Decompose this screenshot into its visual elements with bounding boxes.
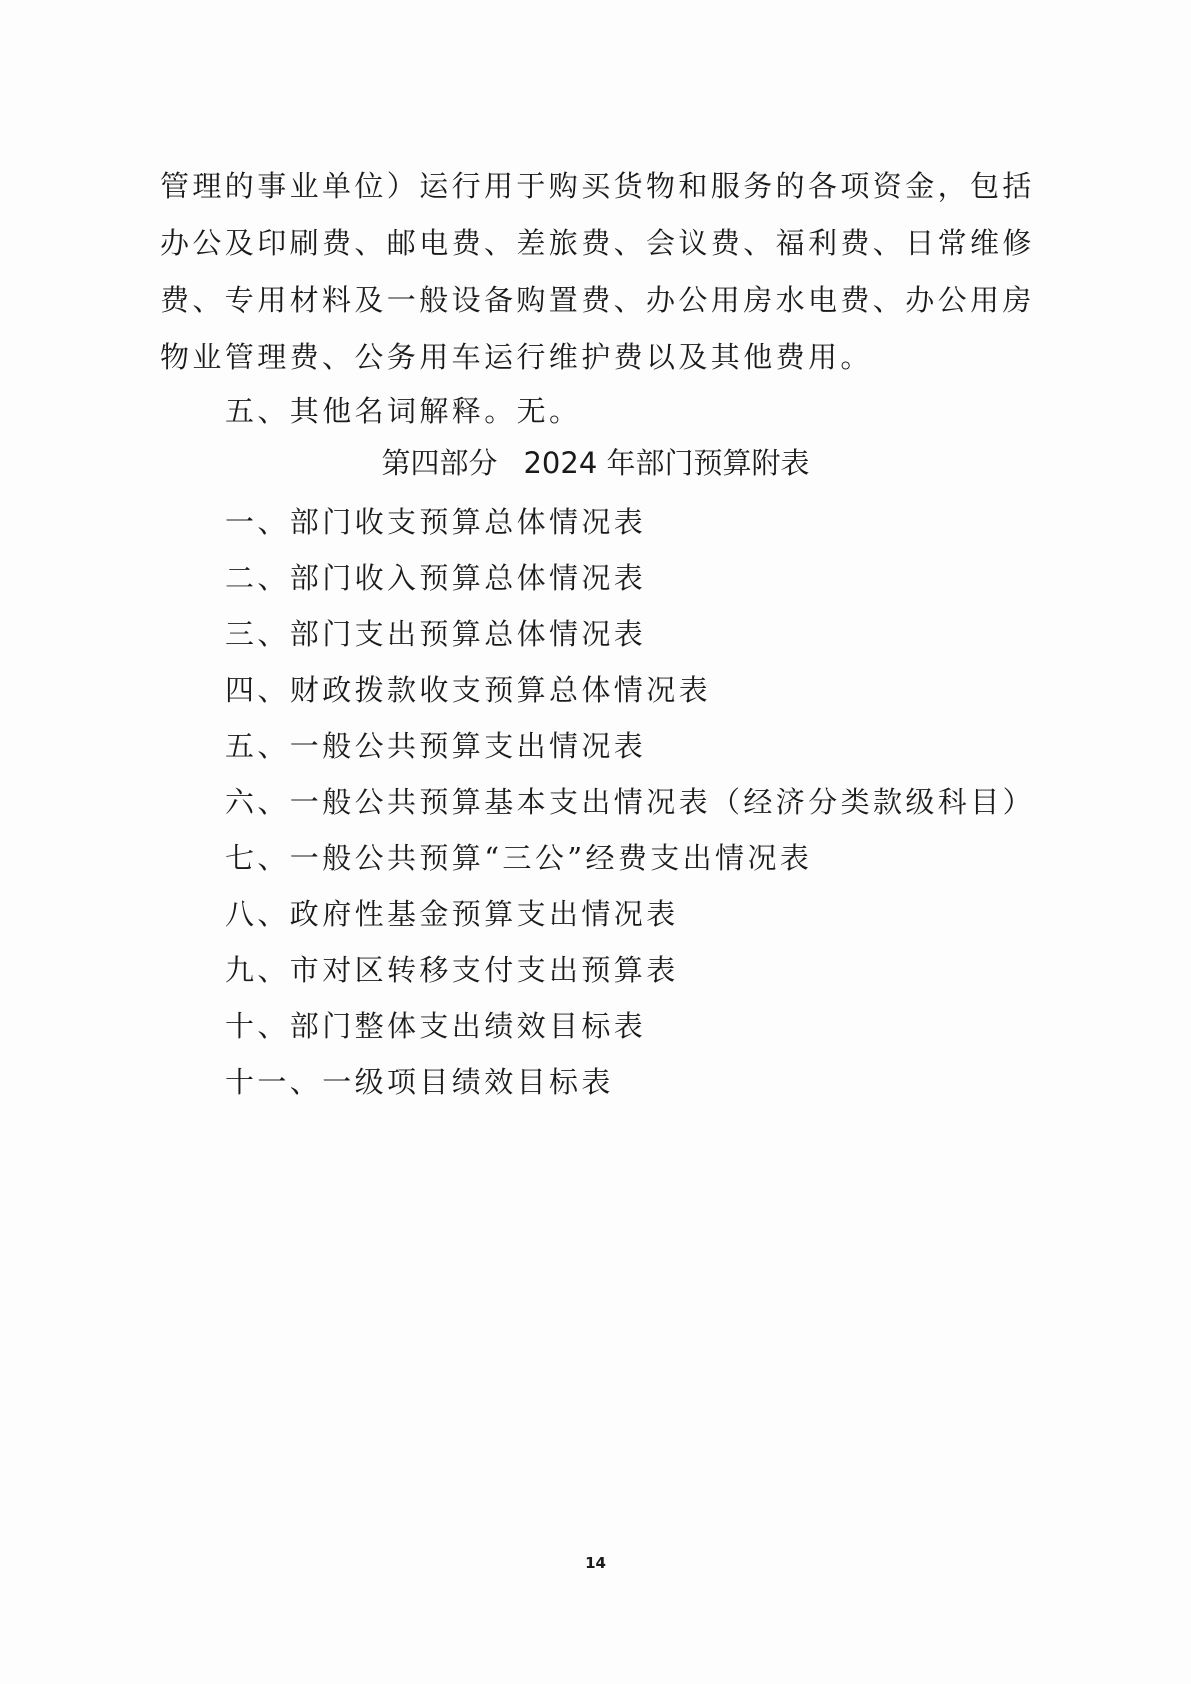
paragraph-line: 费、专用材料及一般设备购置费、办公用房水电费、办公用房 [160, 283, 1035, 317]
appendix-item: 五、一般公共预算支出情况表 [225, 729, 647, 763]
appendix-item: 十一、一级项目绩效目标表 [225, 1065, 614, 1099]
section-heading-title: 2024 年部门预算附表 [523, 446, 810, 480]
paragraph-line: 办公及印刷费、邮电费、差旅费、会议费、福利费、日常维修 [160, 226, 1035, 260]
section-heading [0, 443, 1191, 483]
appendix-item: 九、市对区转移支付支出预算表 [225, 953, 679, 987]
paragraph-line: 物业管理费、公务用车运行维护费以及其他费用。 [160, 340, 873, 374]
page-number: 14 [585, 1554, 606, 1572]
appendix-item: 十、部门整体支出绩效目标表 [225, 1009, 647, 1043]
appendix-item: 三、部门支出预算总体情况表 [225, 617, 647, 651]
appendix-item: 一、部门收支预算总体情况表 [225, 505, 647, 539]
appendix-item: 八、政府性基金预算支出情况表 [225, 897, 679, 931]
appendix-item: 四、财政拨款收支预算总体情况表 [225, 673, 712, 707]
appendix-item: 七、一般公共预算“三公”经费支出情况表 [225, 841, 813, 875]
body-paragraph [160, 158, 1040, 386]
paragraph-line: 管理的事业单位）运行用于购买货物和服务的各项资金，包括 [160, 169, 1035, 203]
appendix-item: 六、一般公共预算基本支出情况表（经济分类款级科目） [225, 785, 1036, 819]
section-heading-part: 第四部分 [381, 446, 498, 480]
other-terms-line: 五、其他名词解释。无。 [225, 394, 582, 428]
appendix-item: 二、部门收入预算总体情况表 [225, 561, 647, 595]
